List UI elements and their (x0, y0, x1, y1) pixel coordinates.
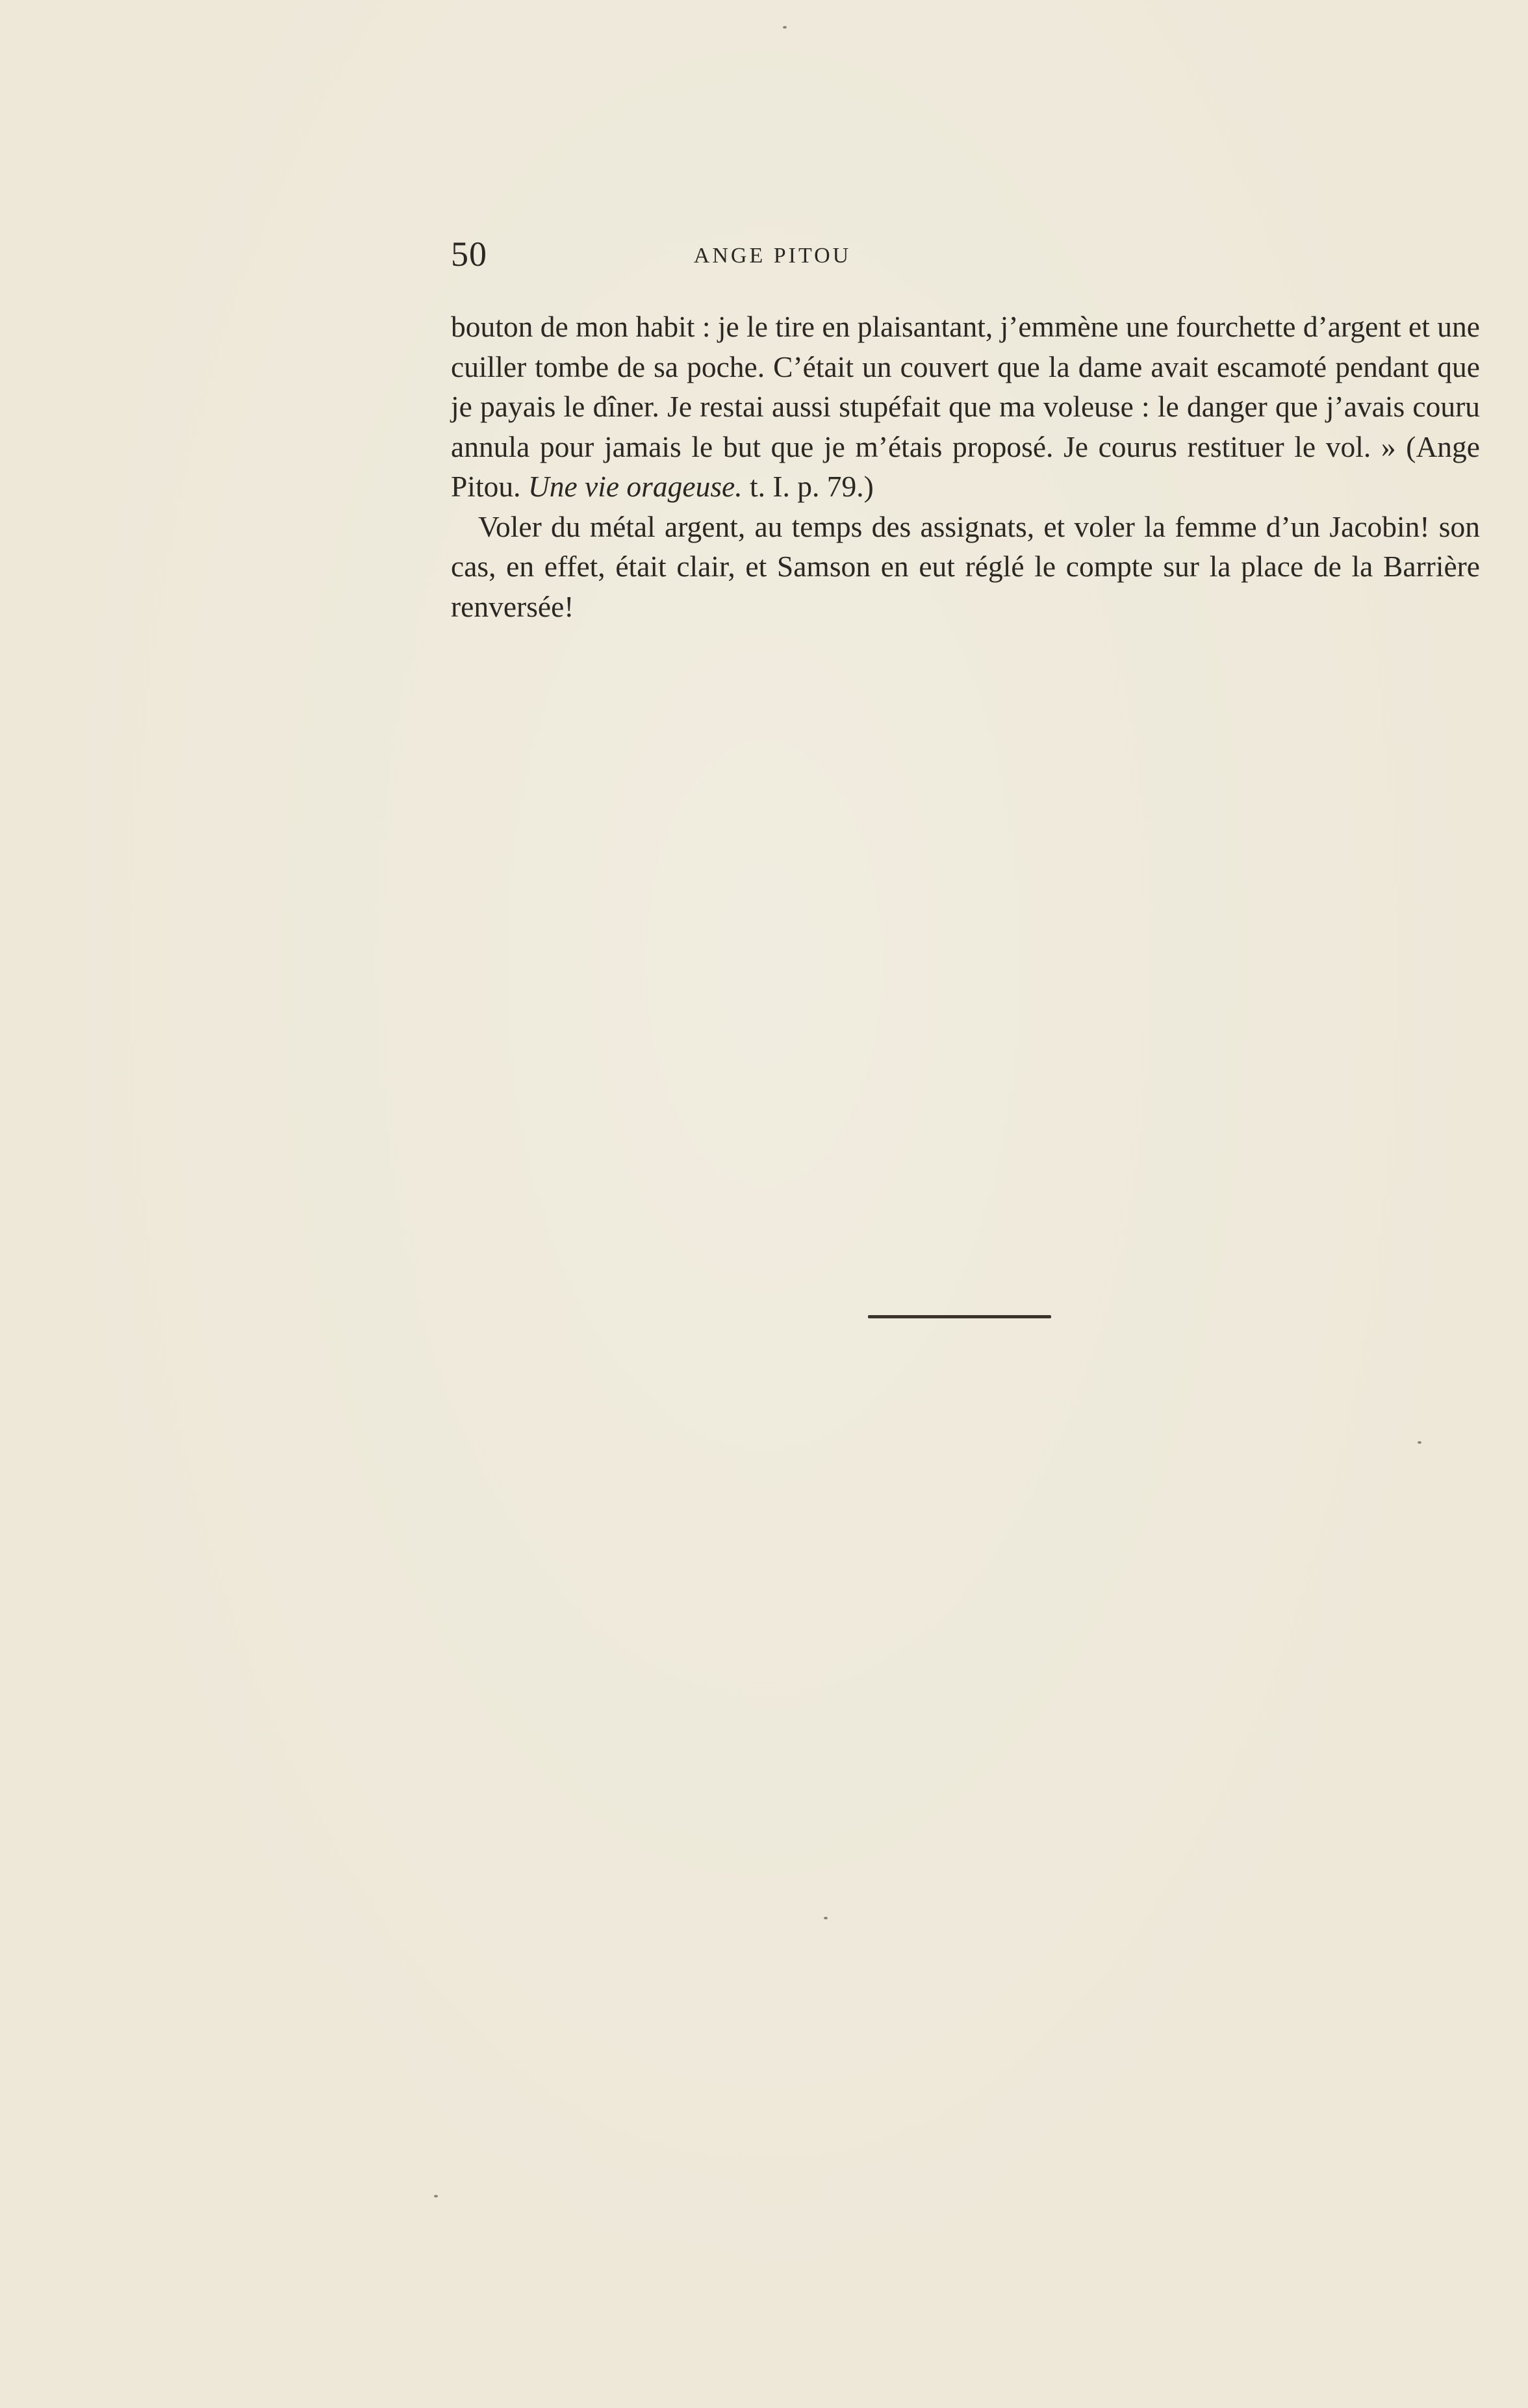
paper-speck (824, 1917, 828, 1919)
quote-text: bouton de mon habit : je le tire en plaisantant, j’emmène une fourchette d’argent et une cuiller tombe de sa poche. C’était un couvert que la dame avait escamoté pendant que je payais le dîner. Je restai aussi stupéfait que ma voleuse : le danger que j’avais couru annula pour jamais le but que je m’étais proposé. Je courus restituer le vol. » (Ange Pitou. (451, 310, 1480, 503)
paper-speck (434, 2195, 438, 2197)
section-end-rule (868, 1315, 1051, 1318)
paragraph-quote-end (451, 307, 1480, 507)
page-number: 50 (451, 235, 487, 274)
volume-page-reference: t. I. p. 79.) (749, 470, 874, 503)
book-title-italic: Une vie orageuse. (528, 470, 743, 503)
paper-speck (783, 26, 787, 29)
body-text (451, 307, 1480, 626)
paragraph-commentary: Voler du métal argent, au temps des assignats, et voler la femme d’un Jacobin! son cas, en effet, était clair, et Samson en eut réglé le compte sur la place de la Barrière renversée! (451, 509, 1480, 623)
running-title: ANGE PITOU (693, 244, 852, 268)
page-header (451, 231, 1055, 277)
paper-speck (1418, 1441, 1421, 1444)
